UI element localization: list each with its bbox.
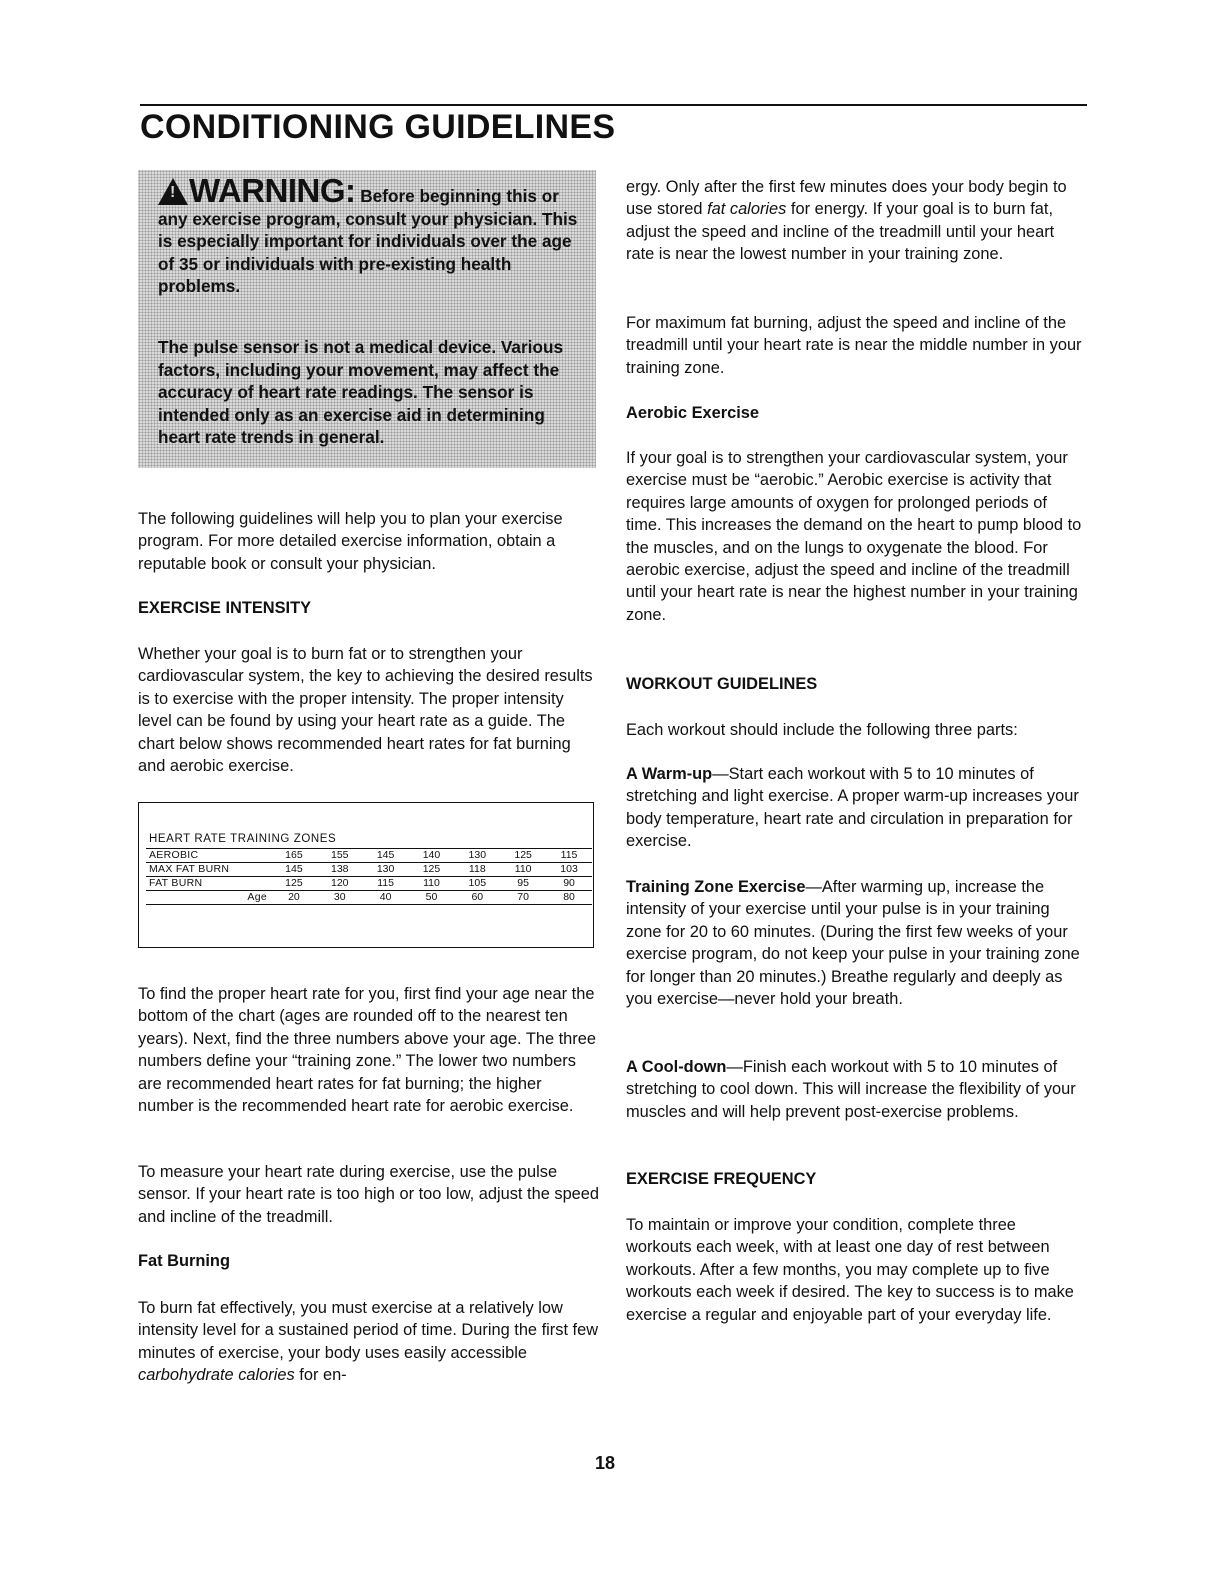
heart-rate-table [146, 848, 592, 905]
chart-value-cell: 118 [454, 863, 500, 877]
cont-text-a: ergy. Only after the first few minutes does your body begin to use stored [626, 178, 1067, 219]
chart-value-cell: 145 [363, 849, 409, 863]
chart-title: HEART RATE TRAINING ZONES [149, 833, 337, 845]
chart-value-cell: 110 [409, 877, 455, 891]
chart-value-cell: 155 [317, 849, 363, 863]
fat-burning-paragraph [138, 1297, 600, 1387]
warmup-text: —Start each workout with 5 to 10 minutes of stretching and light exercise. A proper warm-up increases your body temperature, heart rate and circulation in preparation for exercise. [626, 765, 1079, 851]
chart-age-cell: 50 [409, 891, 455, 905]
chart-value-cell: 110 [500, 863, 546, 877]
fat-text-a: To burn fat effectively, you must exercise at a relatively low intensity level for a sustained period of time. During the first few minutes of exercise, your body uses easily accessible [138, 1299, 599, 1362]
max-fat-paragraph: For maximum fat burning, adjust the speed and incline of the treadmill until your heart rate is near the middle number in your training zone. [626, 314, 1082, 377]
intensity-paragraph: Whether your goal is to burn fat or to strengthen your cardiovascular system, the key to achieving the desired results is to exercise with the proper intensity. The proper intensity level can be found by using your heart rate as a guide. The chart below shows recommended heart rates for fat burning and aerobic exercise. [138, 645, 593, 776]
exercise-intensity-heading: EXERCISE INTENSITY [138, 599, 312, 617]
chart-row-label: AEROBIC [146, 849, 271, 863]
find-rate-paragraph: To find the proper heart rate for you, first find your age near the bottom of the chart (ages are rounded off to the nearest ten years). Next, find the three numbers above your age. The three numbers define your “training zone.” The lower two numbers are recommended heart rates for fat burning; the higher number is the recommended heart rate for aerobic exercise. [138, 985, 596, 1116]
warning-text-1: Before beginning this or any exercise program, consult your physician. This is especially important for individuals over the age of 35 or individuals with pre-existing health problems. [158, 186, 578, 297]
aerobic-paragraph: If your goal is to strengthen your cardiovascular system, your exercise must be “aerobic.” Aerobic exercise is activity that requires large amounts of oxygen for prolonged periods of time. This increases the demand on the heart to pump blood to the muscles, and on the lungs to oxygenate the blood. For aerobic exercise, adjust the speed and incline of the treadmill until your heart rate is near the highest number in your training zone. [626, 449, 1082, 624]
chart-row-label: FAT BURN [146, 877, 271, 891]
chart-age-cell: 60 [454, 891, 500, 905]
measure-paragraph: To measure your heart rate during exercise, use the pulse sensor. If your heart rate is too high or too low, adjust the speed and incline of the treadmill. [138, 1163, 600, 1226]
cont-text-b: for energy. If your goal is to burn fat, adjust the speed and incline of the treadmill until your heart rate is near the lowest number in your training zone. [626, 200, 1055, 264]
chart-age-cell: 40 [363, 891, 409, 905]
chart-value-cell: 125 [500, 849, 546, 863]
workout-intro: Each workout should include the following three parts: [626, 721, 1018, 739]
fat-text-b: for en- [294, 1366, 347, 1385]
warning-paragraph-2: The pulse sensor is not a medical device. Various factors, including your movement, may affect the accuracy of heart rate readings. The sensor is intended only as an exercise aid in determining heart rate trends in general. [158, 337, 564, 448]
chart-age-cell: 70 [500, 891, 546, 905]
warning-triangle-icon [158, 178, 188, 205]
frequency-paragraph: To maintain or improve your condition, complete three workouts each week, with at least one day of rest between workouts. After a few months, you may complete up to five workouts each week if desired. The key to success is to make exercise a regular and enjoyable part of your everyday life. [626, 1216, 1074, 1324]
page-number: 18 [594, 1453, 616, 1473]
chart-value-cell: 115 [363, 877, 409, 891]
cooldown-text: —Finish each workout with 5 to 10 minutes of stretching to cool down. This will increase the flexibility of your muscles and will help prevent post-exercise problems. [626, 1058, 1076, 1121]
cont-text-em: fat calories [707, 200, 787, 219]
aerobic-heading: Aerobic Exercise [626, 404, 760, 422]
training-text: —After warming up, increase the intensity of your exercise until your pulse is in your training zone for 20 to 60 minutes. (During the first few weeks of your exercise program, do not keep your pulse in your training zone for longer than 20 minutes.) Breathe regularly and deeply as you exercise—never hold your breath. [626, 878, 1080, 1009]
workout-guidelines-heading: WORKOUT GUIDELINES [626, 675, 818, 693]
chart-row-age [146, 891, 592, 905]
chart-age-label: Age [146, 891, 271, 905]
fat-text-em: carbohydrate calories [138, 1366, 295, 1385]
chart-row-aerobic [146, 849, 592, 863]
chart-row-fat-burn [146, 877, 592, 891]
chart-row-max-fat-burn [146, 863, 592, 877]
chart-age-cell: 80 [546, 891, 592, 905]
continuation-paragraph [626, 176, 1086, 266]
chart-age-cell: 30 [317, 891, 363, 905]
chart-value-cell: 130 [454, 849, 500, 863]
warning-label: WARNING: [189, 172, 356, 209]
chart-value-cell: 125 [409, 863, 455, 877]
fat-burning-heading: Fat Burning [138, 1252, 230, 1270]
chart-age-cell: 20 [271, 891, 317, 905]
chart-value-cell: 145 [271, 863, 317, 877]
warning-box [138, 170, 596, 468]
chart-value-cell: 138 [317, 863, 363, 877]
chart-value-cell: 115 [546, 849, 592, 863]
chart-value-cell: 130 [363, 863, 409, 877]
warmup-label: A Warm-up [626, 765, 713, 783]
chart-value-cell: 90 [546, 877, 592, 891]
title-rule [140, 104, 1087, 106]
training-zone-paragraph [626, 876, 1086, 1010]
warmup-paragraph [626, 763, 1086, 853]
training-label: Training Zone Exercise [626, 878, 806, 896]
intro-paragraph: The following guidelines will help you to plan your exercise program. For more detailed exercise information, obtain a reputable book or consult your physician. [138, 510, 563, 573]
warning-paragraph-1 [158, 172, 578, 298]
chart-value-cell: 125 [271, 877, 317, 891]
heart-rate-chart [138, 802, 594, 948]
chart-value-cell: 140 [409, 849, 455, 863]
chart-value-cell: 165 [271, 849, 317, 863]
exercise-frequency-heading: EXERCISE FREQUENCY [626, 1170, 817, 1188]
cooldown-label: A Cool-down [626, 1058, 727, 1076]
chart-row-label: MAX FAT BURN [146, 863, 271, 877]
chart-value-cell: 105 [454, 877, 500, 891]
chart-value-cell: 103 [546, 863, 592, 877]
chart-value-cell: 95 [500, 877, 546, 891]
cooldown-paragraph [626, 1056, 1086, 1123]
chart-value-cell: 120 [317, 877, 363, 891]
page-title: CONDITIONING GUIDELINES [140, 108, 616, 146]
